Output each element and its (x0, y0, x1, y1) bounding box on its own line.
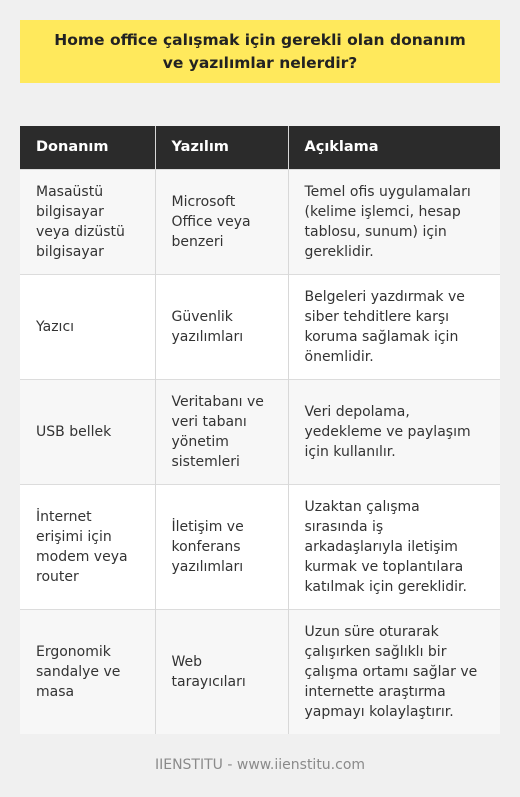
comparison-table (20, 126, 500, 734)
header-yazilim: Yazılım (155, 126, 288, 169)
cell-aciklama: Uzaktan çalışma sırasında iş arkadaşlarıyla iletişim kurmak ve toplantılara katılmak için gereklidir. (288, 484, 500, 609)
cell-yazilim: Veritabanı ve veri tabanı yönetim sistemleri (155, 379, 288, 484)
cell-aciklama: Temel ofis uygulamaları (kelime işlemci, hesap tablosu, sunum) için gereklidir. (288, 169, 500, 274)
cell-aciklama: Veri depolama, yedekleme ve paylaşım için kullanılır. (288, 379, 500, 484)
table-row (20, 274, 500, 379)
cell-donanim: Yazıcı (20, 274, 155, 379)
footer-credit: IIENSTITU - www.iienstitu.com (154, 757, 366, 773)
page-title: Home office çalışmak için gerekli olan donanım ve yazılımlar nelerdir? (54, 30, 466, 72)
cell-donanim: Masaüstü bilgisayar veya dizüstü bilgisayar (20, 169, 155, 274)
cell-donanim: İnternet erişimi için modem veya router (20, 484, 155, 609)
cell-donanim: USB bellek (20, 379, 155, 484)
cell-yazilim: Güvenlik yazılımları (155, 274, 288, 379)
cell-yazilim: İletişim ve konferans yazılımları (155, 484, 288, 609)
table-row (20, 379, 500, 484)
cell-yazilim: Microsoft Office veya benzeri (155, 169, 288, 274)
cell-aciklama: Uzun süre oturarak çalışırken sağlıklı bir çalışma ortamı sağlar ve internette araştırma yapmayı kolaylaştırır. (288, 609, 500, 734)
title-banner (20, 20, 500, 83)
header-aciklama: Açıklama (288, 126, 500, 169)
table-header-row (20, 126, 500, 169)
cell-donanim: Ergonomik sandalye ve masa (20, 609, 155, 734)
table-row (20, 169, 500, 274)
header-donanim: Donanım (20, 126, 155, 169)
table-row (20, 484, 500, 609)
cell-yazilim: Web tarayıcıları (155, 609, 288, 734)
table-row (20, 609, 500, 734)
cell-aciklama: Belgeleri yazdırmak ve siber tehditlere karşı koruma sağlamak için önemlidir. (288, 274, 500, 379)
